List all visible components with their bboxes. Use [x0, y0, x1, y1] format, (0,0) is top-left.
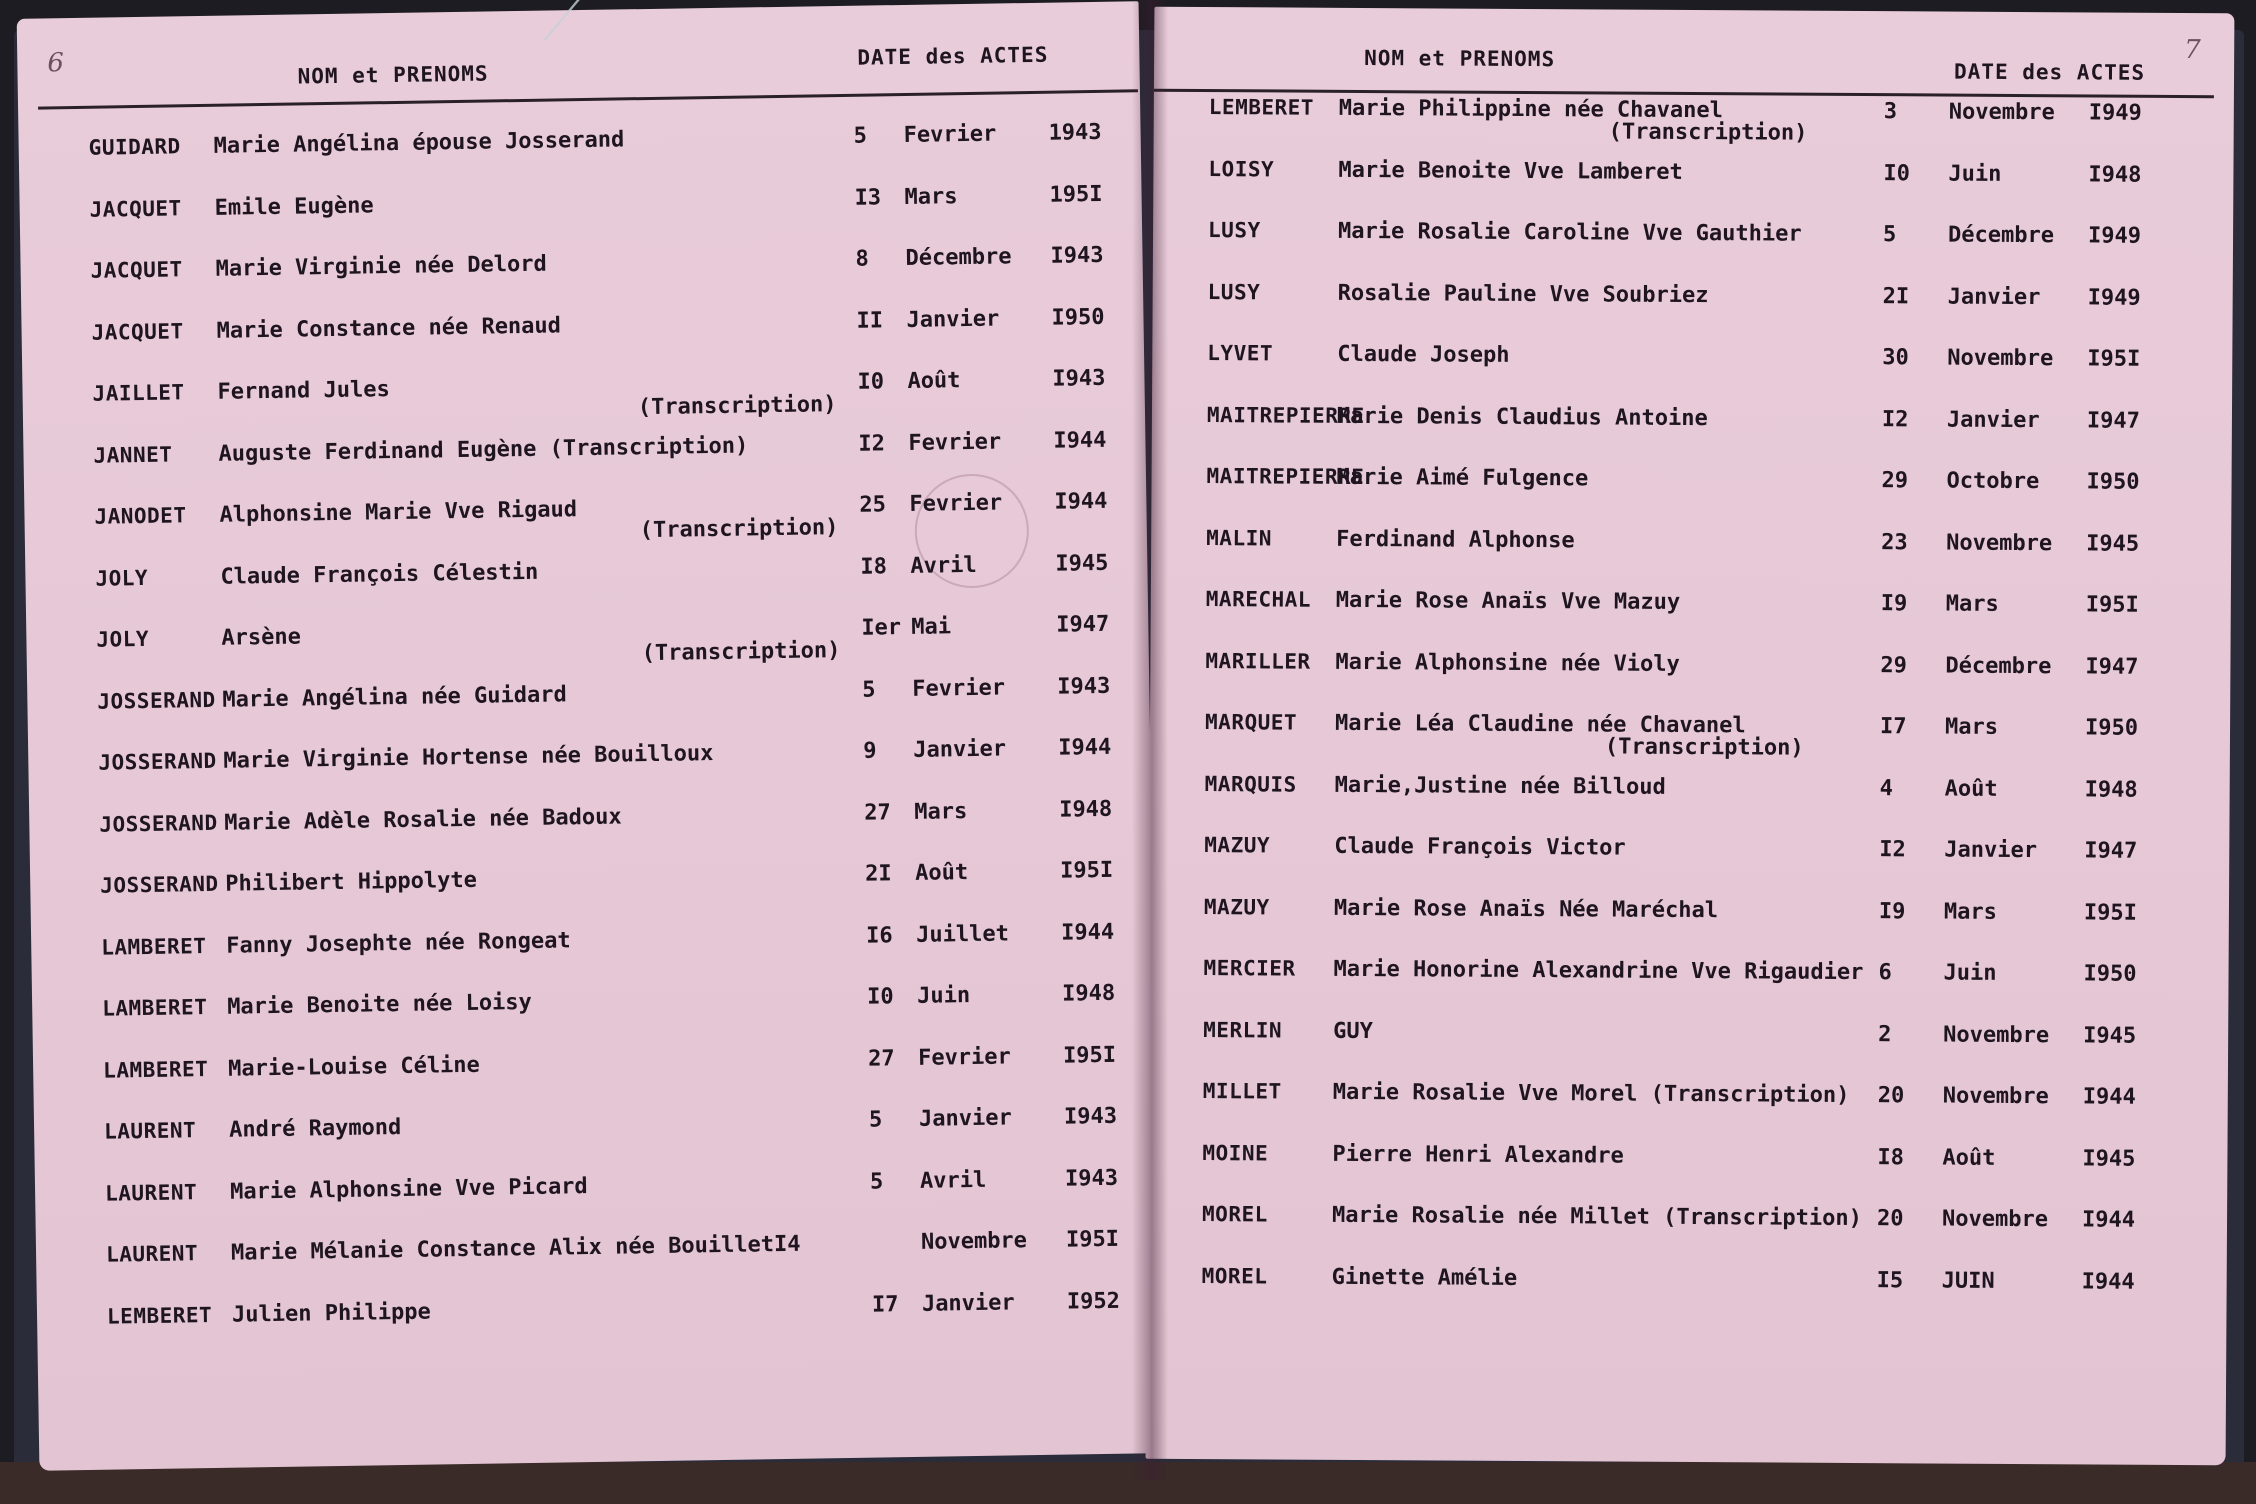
entry-day: I2	[1879, 837, 1906, 863]
table-row	[25, 550, 1148, 618]
entry-given: Marie Alphonsine Vve Picard	[229, 1173, 588, 1205]
entry-day: 2I	[865, 861, 892, 887]
entry-day: 5	[868, 1107, 883, 1133]
entry-day: I6	[865, 922, 893, 949]
entry-day: 9	[863, 738, 877, 764]
entry-year: I945	[2086, 530, 2140, 557]
entry-given: Marie Léa Claudine née Chavanel	[1334, 710, 1746, 739]
entry-surname: MERCIER	[1203, 956, 1296, 981]
entry-given: Marie Rosalie Caroline Vve Gauthier	[1337, 218, 1802, 247]
entry-day: 27	[867, 1045, 895, 1072]
entry-given: Marie Mélanie Constance Alix née BouilletI4	[230, 1231, 801, 1266]
entry-given: Ginette Amélie	[1331, 1264, 1518, 1291]
table-row	[31, 919, 1154, 987]
right-page	[1146, 7, 2235, 1466]
entry-year: I944	[1053, 427, 1107, 454]
entry-month: Novembre	[1942, 1083, 2049, 1110]
entry-surname: MAZUY	[1204, 833, 1271, 858]
table-row	[1152, 402, 2232, 459]
entry-given: Marie Adèle Rosalie née Badoux	[224, 803, 622, 836]
entry-month: Mars	[1944, 714, 1999, 740]
header-rule	[38, 89, 1138, 109]
entry-day: I0	[1883, 160, 1911, 186]
entry-year: I947	[2086, 407, 2140, 434]
entry-given: Alphonsine Marie Vve Rigaud	[219, 497, 578, 528]
entry-surname: LYVET	[1207, 341, 1274, 366]
table-row	[34, 1103, 1157, 1171]
entry-month: JUIN	[1941, 1268, 1995, 1294]
entry-surname: MILLET	[1202, 1079, 1282, 1104]
entry-month: Août	[907, 368, 961, 394]
entry-surname: GUIDARD	[88, 134, 181, 160]
entry-year: I950	[2083, 961, 2137, 987]
entry-year: I95I	[1062, 1042, 1117, 1069]
entry-note: (Transcription)	[637, 392, 837, 421]
entry-surname: LOISY	[1208, 156, 1275, 181]
entry-day: 27	[864, 799, 891, 826]
entry-month: Fevrier	[917, 1043, 1011, 1071]
entry-day: I8	[1877, 1144, 1905, 1170]
header-name-column: NOM et PRENOMS	[1364, 45, 1556, 72]
entry-given: Auguste Ferdinand Eugène (Transcription)	[218, 432, 749, 467]
entry-day: 23	[1881, 529, 1908, 555]
entry-day: 5	[1882, 222, 1897, 248]
entry-surname: JANODET	[94, 503, 187, 529]
entry-year: I943	[1052, 365, 1106, 392]
entry-surname: JOSSERAND	[97, 687, 216, 714]
entry-given: Marie Rosalie née Millet (Transcription)	[1331, 1202, 1862, 1232]
entry-day: 30	[1882, 345, 1909, 371]
entry-month: Novembre	[1948, 99, 2055, 126]
table-row	[33, 1042, 1156, 1110]
entry-day: I9	[1880, 591, 1908, 617]
table-row	[1153, 156, 2233, 213]
entry-year: 1943	[1048, 119, 1102, 146]
entry-given: Pierre Henri Alexandre	[1332, 1141, 1624, 1169]
entry-year: I948	[1059, 796, 1113, 823]
entry-surname: LAURENT	[104, 1179, 198, 1206]
entry-surname: JANNET	[93, 442, 173, 468]
book-gutter	[1132, 0, 1168, 1480]
entry-given: Fernand Jules	[217, 377, 390, 405]
entry-day: 5	[853, 123, 868, 149]
entry-surname: LEMBERET	[106, 1302, 213, 1329]
table-row	[1150, 710, 2230, 767]
entry-year: I944	[2081, 1207, 2136, 1233]
entry-note: (Transcription)	[1608, 119, 1808, 146]
entry-day: 2I	[1882, 283, 1910, 309]
entry-surname: MARQUIS	[1204, 771, 1297, 797]
table-row	[1151, 587, 2231, 644]
entry-day: 20	[1877, 1083, 1905, 1109]
table-row	[26, 611, 1149, 679]
entry-given: Rosalie Pauline Vve Soubriez	[1337, 280, 1709, 308]
entry-day: 20	[1876, 1206, 1904, 1232]
table-row	[22, 365, 1145, 433]
entry-given: Claude François Célestin	[220, 559, 539, 590]
entry-month: Juillet	[915, 920, 1010, 948]
entry-month: Novembre	[1941, 1206, 2049, 1233]
entry-surname: MAITREPIERRE	[1206, 402, 1365, 428]
table-row	[1148, 1079, 2228, 1136]
entry-month: Janvier	[918, 1105, 1012, 1132]
entry-given: Claude Joseph	[1337, 341, 1510, 368]
entry-given: Ferdinand Alphonse	[1336, 526, 1575, 553]
header-date-column: DATE des ACTES	[857, 42, 1049, 70]
entry-given: Emile Eugène	[214, 192, 374, 221]
entry-month: Mars	[1943, 899, 1997, 925]
entry-surname: MARECHAL	[1205, 587, 1312, 612]
entry-year: I950	[2084, 715, 2139, 741]
entry-surname: JAILLET	[92, 380, 185, 406]
entry-given: Claude François Victor	[1334, 833, 1626, 861]
entry-month: Janvier	[906, 306, 1000, 333]
entry-surname: MAITREPIERRE	[1206, 464, 1365, 490]
entry-month: Mai	[911, 614, 952, 640]
entry-day: 5	[862, 676, 876, 703]
entry-surname: MARQUET	[1205, 710, 1298, 735]
entry-day: 4	[1879, 775, 1894, 801]
entry-surname: JOLY	[95, 565, 149, 591]
entry-note: (Transcription)	[1604, 734, 1804, 761]
entry-day: I0	[857, 369, 885, 395]
entry-surname: JACQUET	[89, 195, 182, 222]
table-row	[20, 242, 1143, 310]
entry-month: Décembre	[1945, 653, 2052, 679]
table-row	[30, 857, 1153, 925]
entry-surname: JOLY	[96, 626, 150, 652]
entry-year: I950	[1051, 304, 1105, 331]
entry-month: Avril	[919, 1167, 987, 1194]
page-number: 7	[2184, 35, 2201, 66]
entry-month: Octobre	[1946, 468, 2040, 495]
entry-day: 3	[1883, 99, 1898, 125]
entry-surname: LEMBERET	[1208, 95, 1315, 120]
entry-given: Marie Constance née Renaud	[216, 312, 562, 344]
entry-given: Marie Virginie Hortense née Bouilloux	[223, 741, 714, 774]
entry-day: 8	[855, 246, 869, 272]
left-page	[17, 1, 1162, 1470]
table-row	[1148, 956, 2228, 1013]
table-row	[1151, 464, 2231, 521]
table-row	[1151, 525, 2231, 582]
entry-note: (Transcription)	[639, 515, 839, 544]
entry-year: I947	[2085, 653, 2139, 680]
entry-surname: LAURENT	[103, 1118, 197, 1144]
entry-day: I7	[871, 1291, 899, 1318]
entry-year: I943	[1063, 1103, 1118, 1130]
entry-day: I8	[860, 553, 888, 580]
entry-given: Marie Alphonsine née Violy	[1335, 649, 1680, 677]
entry-given: Marie Rose Anaïs Vve Mazuy	[1335, 587, 1681, 615]
entry-year: I949	[2088, 100, 2142, 126]
desk-surface	[0, 1462, 2256, 1504]
entry-surname: MAZUY	[1203, 894, 1270, 919]
table-row	[29, 796, 1152, 864]
table-row	[27, 673, 1150, 741]
entry-month: Août	[1944, 776, 1998, 802]
entry-year: 195I	[1049, 181, 1103, 208]
entry-given: Marie Aimé Fulgence	[1336, 464, 1589, 492]
entry-month: Novembre	[1947, 345, 2054, 372]
entry-month: Fevrier	[912, 674, 1006, 702]
entry-surname: LAURENT	[105, 1241, 199, 1267]
entry-year: I95I	[2083, 899, 2137, 926]
table-row	[1149, 894, 2229, 951]
entry-day: 2	[1878, 1021, 1892, 1047]
entry-month: Décembre	[905, 244, 1012, 271]
entry-surname: LAMBERET	[101, 933, 207, 960]
entry-day: I2	[1881, 406, 1909, 432]
entry-month: Fevrier	[903, 121, 997, 148]
entry-surname: LUSY	[1208, 218, 1261, 243]
entry-year: I944	[2081, 1268, 2135, 1295]
entry-year: I944	[2082, 1084, 2136, 1110]
table-row	[1153, 218, 2233, 275]
table-row	[21, 304, 1144, 372]
entry-month: Janvier	[1944, 837, 2038, 864]
entry-surname: MOREL	[1201, 1202, 1268, 1227]
entry-month: Novembre	[1946, 530, 2053, 556]
entry-surname: JOSSERAND	[100, 871, 219, 898]
table-row	[1148, 1017, 2228, 1074]
entry-given: Marie Rosalie Vve Morel (Transcription)	[1332, 1079, 1850, 1108]
entry-year: I95I	[1059, 857, 1114, 884]
entry-month: Mars	[904, 183, 958, 210]
entry-year: I95I	[2087, 346, 2141, 372]
entry-day: 25	[859, 492, 887, 518]
table-row	[1149, 771, 2229, 828]
entry-day: Ier	[861, 615, 902, 641]
entry-year: I945	[2083, 1022, 2137, 1049]
entry-day: 29	[1881, 468, 1909, 494]
entry-month: Janvier	[1947, 284, 2041, 310]
entry-day: I7	[1879, 714, 1907, 740]
entry-given: Marie Angélina née Guidard	[222, 681, 567, 713]
entry-day: I3	[854, 184, 882, 211]
entry-month: Juin	[1948, 161, 2002, 187]
table-row	[1152, 279, 2232, 336]
entry-year: I944	[1060, 919, 1115, 946]
entry-month: Janvier	[921, 1289, 1015, 1317]
entry-year: I943	[1050, 242, 1104, 269]
entry-month: Août	[1942, 1145, 1996, 1171]
entry-day: I5	[1876, 1267, 1904, 1293]
entry-surname: LUSY	[1207, 279, 1261, 304]
entry-year: I948	[2084, 776, 2138, 803]
entry-surname: LAMBERET	[102, 995, 208, 1021]
entry-year: I949	[2087, 223, 2142, 249]
entry-note: (Transcription)	[641, 638, 841, 667]
table-row	[1154, 95, 2234, 152]
entry-year: I944	[1054, 488, 1108, 515]
entry-surname: JACQUET	[90, 257, 183, 283]
entry-day: I2	[858, 430, 886, 457]
entry-month: Avril	[910, 552, 977, 579]
entry-month: Janvier	[913, 736, 1007, 763]
table-row	[28, 734, 1151, 802]
entry-day: I0	[866, 984, 894, 1010]
table-row	[1147, 1202, 2227, 1259]
entry-given: Arsène	[221, 624, 302, 651]
entry-year: I952	[1066, 1288, 1121, 1315]
table-row	[1146, 1263, 2226, 1320]
entry-year: I943	[1064, 1165, 1119, 1192]
entry-month: Mars	[1945, 591, 1999, 617]
entry-month: Novembre	[920, 1228, 1028, 1255]
entry-month: Août	[915, 860, 969, 886]
entry-surname: JOSSERAND	[99, 810, 218, 837]
header-name-column: NOM et PRENOMS	[297, 61, 489, 89]
entry-given: GUY	[1333, 1018, 1374, 1044]
table-row	[1147, 1140, 2227, 1197]
entry-month: Juin	[1943, 960, 1997, 986]
entry-given: Marie Denis Claudius Antoine	[1336, 403, 1708, 431]
entry-month: Fevrier	[908, 428, 1002, 456]
entry-given: Fanny Josephte née Rongeat	[226, 927, 571, 959]
page-number: 6	[47, 48, 65, 79]
header-date-column: DATE des ACTES	[1953, 59, 2146, 85]
entry-year: I947	[2084, 838, 2138, 864]
entry-day: 6	[1878, 960, 1892, 986]
entry-year: I948	[1061, 980, 1116, 1007]
table-row	[1150, 648, 2230, 705]
entry-surname: MOREL	[1201, 1263, 1268, 1288]
entry-surname: MARILLER	[1205, 648, 1311, 674]
entry-given: André Raymond	[228, 1114, 402, 1143]
entry-year: I947	[1056, 611, 1110, 638]
entry-year: I945	[2082, 1145, 2136, 1172]
entry-month: Novembre	[1943, 1022, 2050, 1048]
entry-month: Mars	[914, 798, 968, 825]
table-row	[32, 980, 1155, 1048]
entry-year: I949	[2087, 284, 2141, 311]
entry-year: I95I	[1065, 1226, 1120, 1253]
entry-day: II	[856, 307, 884, 334]
entry-year: I95I	[2085, 592, 2139, 618]
entry-month: Décembre	[1947, 222, 2055, 249]
table-row	[1152, 341, 2232, 398]
entry-month: Janvier	[1946, 407, 2040, 433]
entry-given: Marie Benoite Vve Lamberet	[1338, 157, 1683, 185]
entry-given: Julien Philippe	[231, 1299, 431, 1328]
table-row	[19, 181, 1142, 249]
table-row	[37, 1288, 1160, 1356]
entry-given: Marie Philippine née Chavanel	[1338, 95, 1724, 124]
entry-surname: MERLIN	[1203, 1017, 1283, 1043]
entry-month: Juin	[916, 983, 971, 1009]
entry-year: I943	[1057, 673, 1111, 700]
entry-year: I950	[2086, 469, 2140, 495]
entry-day: I9	[1878, 898, 1906, 924]
entry-year: I948	[2088, 161, 2142, 188]
entry-given: Marie Virginie née Delord	[215, 251, 547, 282]
entry-given: Marie Honorine Alexandrine Vve Rigaudier	[1333, 956, 1864, 986]
table-row	[1149, 833, 2229, 890]
entry-surname: MALIN	[1206, 525, 1272, 550]
entry-surname: JACQUET	[91, 318, 184, 345]
entry-day: 29	[1880, 652, 1908, 678]
table-row	[19, 119, 1142, 187]
entry-surname: LAMBERET	[103, 1056, 209, 1083]
entry-given: Marie Angélina épouse Josserand	[213, 127, 625, 159]
entry-given: Marie Rose Anaïs Née Maréchal	[1333, 895, 1719, 923]
entry-given: Philibert Hippolyte	[225, 867, 478, 897]
table-row	[35, 1165, 1158, 1233]
entry-year: I944	[1058, 734, 1112, 761]
entry-surname: MOINE	[1202, 1140, 1269, 1165]
table-row	[36, 1226, 1159, 1294]
entry-given: Marie-Louise Céline	[227, 1052, 481, 1082]
entry-given: Marie,Justine née Billoud	[1334, 772, 1666, 800]
entry-surname: JOSSERAND	[98, 748, 217, 775]
entry-month: Fevrier	[909, 490, 1003, 517]
entry-given: Marie Benoite née Loisy	[227, 989, 533, 1020]
entry-year: I945	[1055, 550, 1109, 577]
entry-day: 5	[869, 1168, 884, 1195]
